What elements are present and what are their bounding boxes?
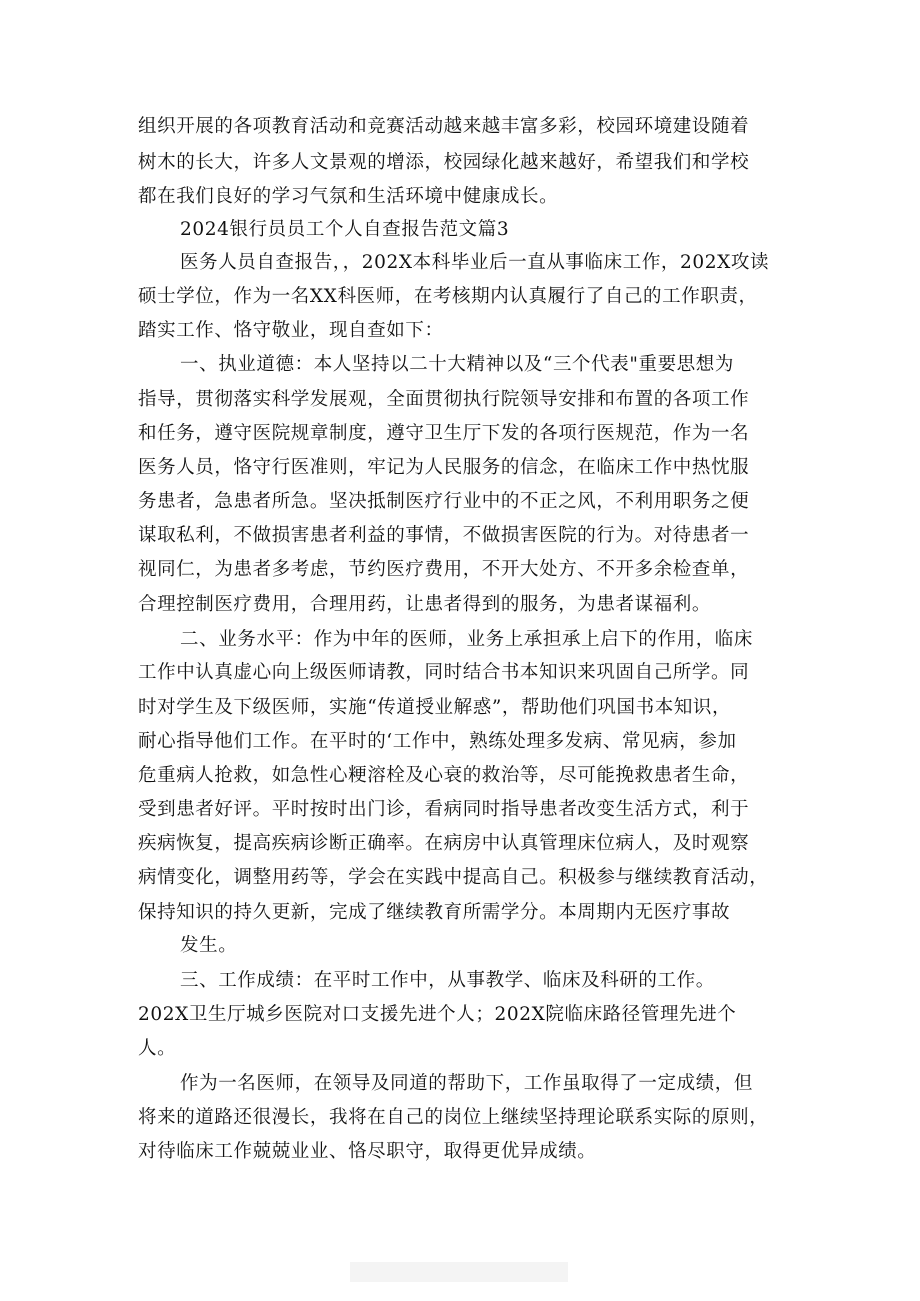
- text-line: 医务人员，恪守行医准则，牢记为人民服务的信念，在临床工作中热忱服: [138, 457, 750, 478]
- text-line: 时对学生及下级医师，实施“传道授业解惑”，帮助他们巩国书本知识，: [138, 697, 732, 718]
- text-line: 耐心指导他们工作。在平时的‘工作中，熟练处理多发病、常见病，参加: [138, 731, 737, 752]
- text-line: 发生。: [180, 935, 238, 956]
- text-line: 保持知识的持久更新，完成了继续教育所需学分。本周期内无医疗事故: [138, 902, 731, 923]
- text-line: 一、执业道德：本人坚持以二十大精神以及“三个代表"重要思想为: [180, 354, 734, 375]
- text-line: 都在我们良好的学习气氛和生活环境中健康成长。: [138, 186, 559, 207]
- text-line: 组织开展的各项教育活动和竞赛活动越来越丰富多彩，校园环境建设随着: [138, 116, 750, 137]
- text-line: 作为一名医师，在领导及同道的帮助下，工作虽取得了一定成绩，但: [180, 1073, 754, 1094]
- text-line: 危重病人抢救，如急性心粳溶栓及心衰的救治等，尽可能挽救患者生命，: [138, 765, 750, 786]
- section-heading: 2024银行员员工个人自查报告范文篇3: [180, 219, 510, 240]
- text-line: 二、业务水平：作为中年的医师，业务上承担承上启下的作用，临床: [180, 629, 754, 650]
- footer-bar: [350, 1262, 568, 1282]
- text-line: 硕士学位，作为一名XX科医师，在考核期内认真履行了自己的工作职责，: [138, 286, 758, 307]
- text-line: 视同仁，为患者多考虑，节约医疗费用，不开大处方、不开多余检查单，: [138, 559, 750, 580]
- text-line: 三、工作成绩：在平时工作中，从事教学、临床及科研的工作。: [180, 970, 715, 991]
- text-line: 踏实工作、恪守敬业，现自查如下：: [138, 320, 444, 341]
- text-line: 和任务，遵守医院规章制度，遵守卫生厅下发的各项行医规范，作为一名: [138, 423, 750, 444]
- text-line: 务患者，急患者所急。坚决抵制医疗行业中的不正之风，不利用职务之便: [138, 491, 750, 512]
- text-line: 工作中认真虚心向上级医师请教，同时结合书本知识来巩固自己所学。同: [138, 662, 750, 683]
- text-line: 谋取私利，不做损害患者利益的事情，不做损害医院的行为。对待患者一: [138, 525, 750, 546]
- text-line: 疾病恢复，提高疾病诊断正确率。在病房中认真管理床位病人，及时观察: [138, 833, 750, 854]
- text-line: 受到患者好评。平时按时出门诊，看病同时指导患者改变生活方式，利于: [138, 799, 750, 820]
- text-line: 人。: [138, 1038, 177, 1059]
- text-line: 医务人员自查报告，，202X本科毕业后一直从事临床工作，202X攻读: [180, 252, 770, 273]
- text-line: 树木的长大，许多人文景观的增添，校园绿化越来越好，希望我们和学校: [138, 152, 750, 173]
- text-line: 合理控制医疗费用，合理用药，让患者得到的服务，为患者谋福利。: [138, 594, 712, 615]
- text-line: 指导，贯彻落实科学发展观，全面贯彻执行院领导安排和布置的各项工作: [138, 389, 750, 410]
- text-line: 202X卫生厅城乡医院对口支援先进个人；202X院临床路径管理先进个: [138, 1004, 737, 1025]
- text-line: 病情变化，调整用药等，学会在实践中提高自己。积极参与继续教育活动，: [138, 867, 769, 888]
- text-line: 将来的道路还很漫长，我将在自己的岗位上继续坚持理论联系实际的原则，: [138, 1107, 769, 1128]
- text-line: 对待临床工作兢兢业业、恪尽职守，取得更优异成绩。: [138, 1141, 597, 1162]
